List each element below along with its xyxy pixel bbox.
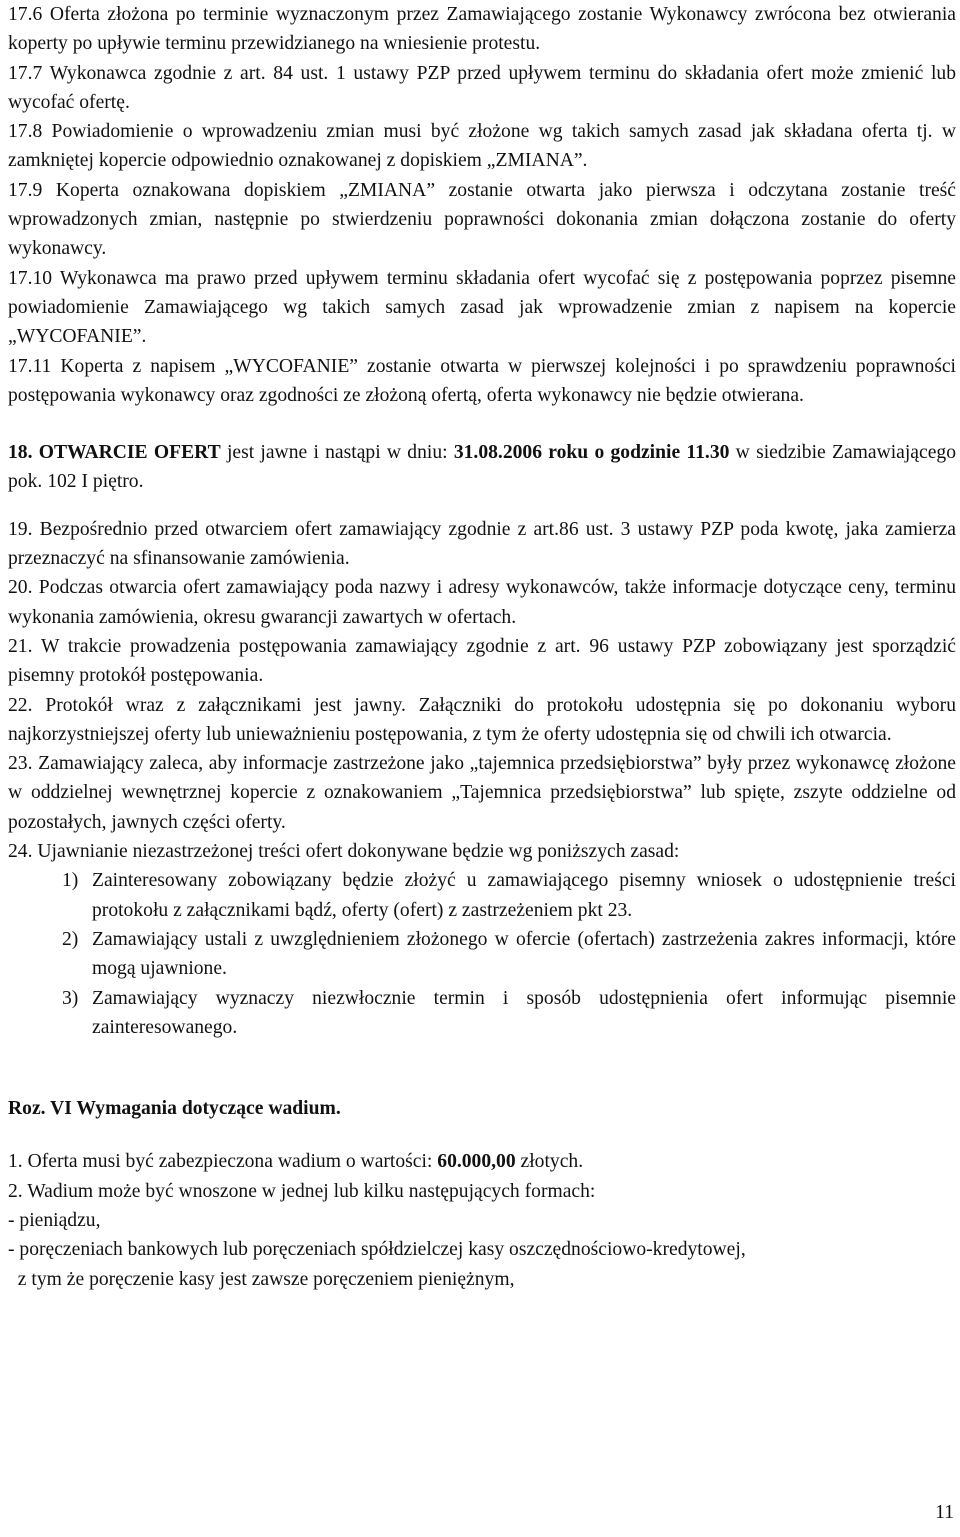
document-page: [8, 0, 956, 1294]
list-item-number: 1): [62, 870, 79, 892]
paragraph-17-8: 17.8 Powiadomienie o wprowadzeniu zmian musi być złożone wg takich samych zasad jak składana oferta tj. w zamkniętej kopercie odpowiednio oznakowanej z dopiskiem „ZMIANA”.: [8, 121, 956, 172]
wadium-amount: 60.000,00: [437, 1151, 516, 1173]
paragraph-17-10: 17.10 Wykonawca ma prawo przed upływem terminu składania ofert wycofać się z postępowania poprzez pisemne powiadomienie Zamawiającego wg takich samych zasad jak wprowadzenie zmian z napisem na kopercie „WYCOFANIE”.: [8, 267, 956, 348]
wadium-item-1-text: 1. Oferta musi być zabezpieczona wadium o wartości:: [8, 1151, 438, 1173]
section-18-opening: [8, 438, 956, 497]
paragraph-21: 21. W trakcie prowadzenia postępowania zamawiający zgodnie z art. 96 ustawy PZP zobowiązany jest sporządzić pisemny protokół postępowania.: [8, 635, 956, 687]
paragraph-22: 22. Protokół wraz z załącznikami jest jawny. Załączniki do protokołu udostępnia się po dokonaniu wyboru najkorzystniejszej oferty lub unieważnieniu postępowania, z tym że oferty udostępnia się od chwili ich otwarcia.: [8, 694, 956, 745]
list-item: [62, 925, 956, 984]
list-item: [62, 866, 956, 925]
list-item-text: Zamawiający wyznaczy niezwłocznie termin i sposób udostępnienia ofert informując pisemnie zainteresowanego.: [92, 987, 956, 1038]
list-item-text: Zainteresowany zobowiązany będzie złożyć u zamawiającego pisemny wniosek o udostępnienie treści protokołu z załącznikami bądź, oferty (ofert) z zastrzeżeniem pkt 23.: [92, 870, 956, 921]
wadium-form-guarantees: - poręczeniach bankowych lub poręczeniach spółdzielczej kasy oszczędnościowo-kredytowej,: [8, 1239, 746, 1261]
chapter-heading: Roz. VI Wymagania dotyczące wadium.: [8, 1098, 341, 1120]
paragraph-24: 24. Ujawnianie niezastrzeżonej treści ofert dokonywane będzie wg poniższych zasad:: [8, 841, 680, 863]
paragraph-23: 23. Zamawiający zaleca, aby informacje zastrzeżone jako „tajemnica przedsiębiorstwa” były przez wykonawcę złożone w oddzielnej wewnętrznej kopercie z oznakowaniem „Tajemnica przedsiębiorstwa” lub spięte, zszyte oddzielne od pozostałych, jawnych części oferty.: [8, 753, 956, 833]
paragraph-17-9: 17.9 Koperta oznakowana dopiskiem „ZMIANA” zostanie otwarta jako pierwsza i odczytana zostanie treść wprowadzonych zmian, następnie po stwierdzeniu poprawności dokonania zmian dołączona zostanie do oferty wykonawcy.: [8, 179, 956, 260]
list-item-text: Zamawiający ustali z uwzględnieniem złożonego w ofercie (ofertach) zastrzeżenia zakres informacji, które mogą ujawnione.: [92, 928, 956, 980]
section-18-location: w siedzibie Zamawiającego pok. 102 I piętro.: [8, 442, 956, 493]
paragraph-20: 20. Podczas otwarcia ofert zamawiający poda nazwy i adresy wykonawców, także informacje dotyczące ceny, terminu wykonania zamówienia, okresu gwarancji zawartych w ofertach.: [8, 577, 956, 628]
section-18-heading: 18. OTWARCIE OFERT: [8, 442, 221, 464]
wadium-list: [8, 1147, 956, 1293]
wadium-form-guarantees-note: z tym że poręczenie kasy jest zawsze poręczeniem pieniężnym,: [8, 1268, 515, 1290]
list-item-number: 2): [62, 928, 79, 950]
wadium-item-2: 2. Wadium może być wnoszone w jednej lub kilku następujących formach:: [8, 1180, 596, 1202]
list-item: [62, 984, 956, 1043]
wadium-item-1-unit: złotych.: [515, 1151, 584, 1173]
paragraph-17-7: 17.7 Wykonawca zgodnie z art. 84 ust. 1 ustawy PZP przed upływem terminu do składania ofert może zmienić lub wycofać ofertę.: [8, 62, 956, 113]
paragraph-17-11: 17.11 Koperta z napisem „WYCOFANIE” zostanie otwarta w pierwszej kolejności i po sprawdzeniu poprawności postępowania wykonawcy oraz zgodności ze złożoną ofertą, oferta wykonawcy nie będzie otwierana.: [8, 355, 956, 406]
page-number: 11: [935, 1502, 954, 1523]
paragraph-19: 19. Bezpośrednio przed otwarciem ofert zamawiający zgodnie z art.86 ust. 3 ustawy PZP poda kwotę, jaka zamierza przeznaczyć na sfinansowanie zamówienia.: [8, 518, 956, 570]
section-18-date: 31.08.2006 roku o godzinie 11.30: [453, 442, 730, 464]
wadium-form-cash: - pieniądzu,: [8, 1209, 101, 1231]
section-18-text: jest jawne i nastąpi w dniu:: [220, 442, 454, 464]
wadium-item-1: [8, 1147, 956, 1176]
paragraph-17-6: 17.6 Oferta złożona po terminie wyznaczonym przez Zamawiającego zostanie Wykonawcy zwrócona bez otwierania koperty po upływie terminu przewidzianego na wniesienie protestu.: [8, 4, 956, 55]
list-item-number: 3): [62, 987, 79, 1009]
